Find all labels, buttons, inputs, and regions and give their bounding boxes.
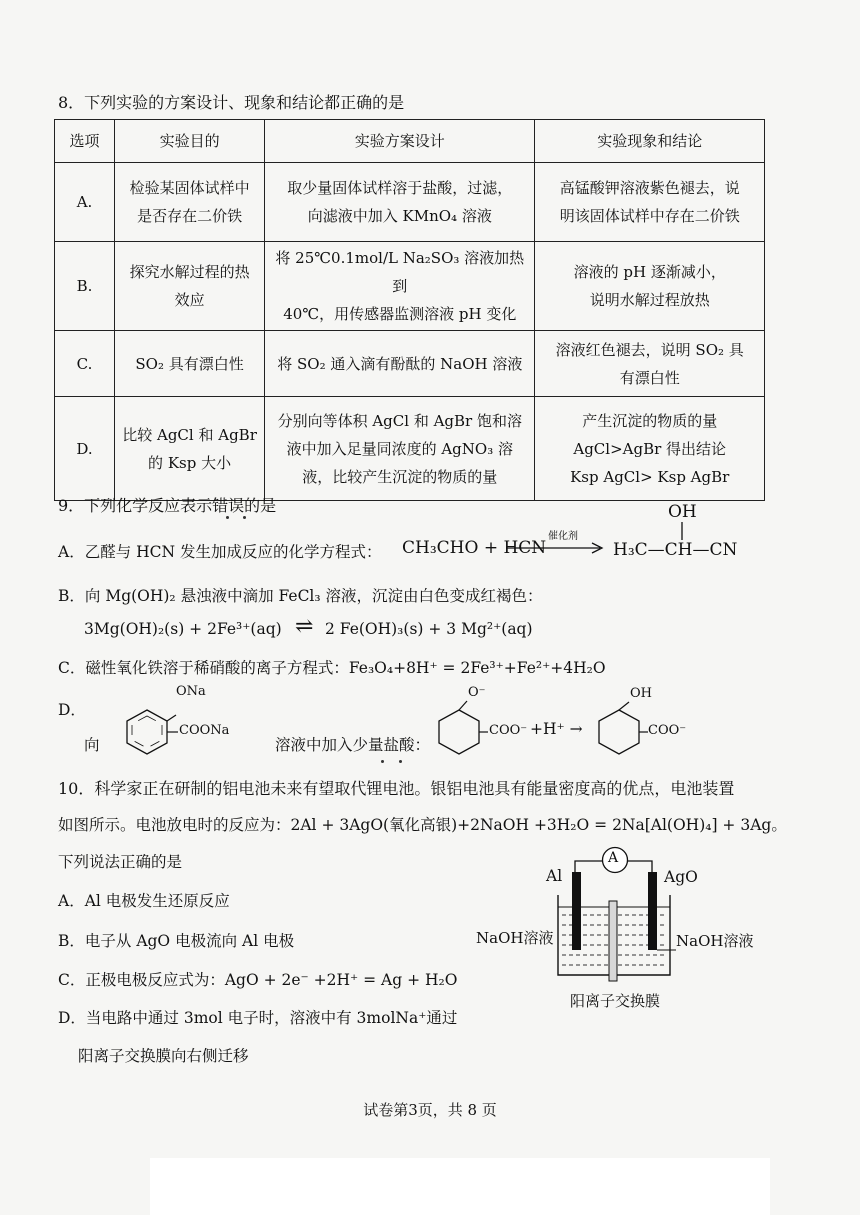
- row-design: [265, 331, 535, 397]
- cell-line: 说明水解过程放热: [589, 291, 710, 309]
- q8-table: [54, 119, 765, 501]
- row-option: D.: [55, 397, 115, 501]
- cell-line: 溶液的 pH 逐渐减小，: [573, 263, 726, 281]
- equilibrium-arrow-icon: ⇌: [295, 614, 314, 639]
- row-result: [535, 331, 765, 397]
- cell-line: 向滤液中加入 KMnO₄ 溶液: [307, 207, 492, 225]
- benzene-ring-icon: [432, 700, 492, 764]
- cell-line: 取少量固体试样溶于盐酸，过滤，: [287, 179, 513, 197]
- left-solution-label: NaOH溶液: [476, 929, 554, 947]
- cell-line: 检验某固体试样中: [129, 179, 250, 197]
- row-result: [535, 242, 765, 331]
- right-electrode-label: AgO: [664, 868, 698, 886]
- row-result: [535, 397, 765, 501]
- q10-option-c: C．正极电极反应式为：AgO + 2e⁻ +2H⁺ = Ag + H₂O: [58, 971, 458, 989]
- cell-line: SO₂ 具有漂白性: [135, 354, 244, 373]
- q9-option-d-label: D．: [58, 701, 86, 719]
- emphasis-dot: [243, 516, 246, 519]
- row-result: [535, 163, 765, 242]
- cell-line: 是否存在二价铁: [137, 207, 243, 225]
- cell-line: AgCl>AgBr 得出结论: [573, 439, 727, 458]
- q9-option-a-text: A．乙醛与 HCN 发生加成反应的化学方程式：: [58, 543, 382, 561]
- membrane-label: 阳离子交换膜: [570, 992, 661, 1010]
- q9-option-d-middle: 溶液中加入少量盐酸：: [275, 736, 431, 754]
- row-purpose: [115, 242, 265, 331]
- al-electrode: [572, 872, 582, 956]
- cell-line: 分别向等体积 AgCl 和 AgBr 饱和溶: [277, 411, 522, 430]
- scan-blank-strip: [150, 1158, 770, 1215]
- header-design: 实验方案设计: [265, 120, 535, 163]
- cell-line: 探究水解过程的热: [129, 263, 250, 281]
- q9-product: H₃C—CH—CN: [613, 540, 738, 560]
- cell-line: 产生沉淀的物质的量: [582, 411, 718, 430]
- cell-line: 高锰酸钾溶液紫色褪去，说: [559, 179, 740, 197]
- substituent-label: COO⁻: [648, 723, 687, 738]
- row-purpose: [115, 163, 265, 242]
- table-row: [55, 163, 765, 242]
- row-design: [265, 242, 535, 331]
- cell-line: 溶液红色褪去，说明 SO₂ 具: [555, 340, 744, 359]
- label-pointer-icon: [657, 938, 677, 957]
- q10-option-a: A．Al 电极发生还原反应: [58, 892, 230, 910]
- q9-option-a-reactants: CH₃CHO + HCN: [402, 538, 547, 558]
- q8-title: 8．下列实验的方案设计、现象和结论都正确的是: [58, 93, 405, 112]
- substituent-label: OH: [630, 686, 652, 701]
- cell-line: 将 SO₂ 通入滴有酚酞的 NaOH 溶液: [277, 354, 523, 373]
- q9-option-d-plus: +H⁺ →: [530, 720, 583, 738]
- page-footer: 试卷第3页，共 8 页: [363, 1101, 497, 1119]
- reaction-arrow-icon: [506, 540, 606, 560]
- q9-title: 9．下列化学反应表示错误的是: [58, 496, 277, 515]
- cell-line: 液，比较产生沉淀的物质的量: [302, 467, 498, 486]
- q9-option-b-text: B．向 Mg(OH)₂ 悬浊液中滴加 FeCl₃ 溶液，沉淀由白色变成红褐色：: [58, 587, 543, 605]
- cell-line: Ksp AgCl> Ksp AgBr: [570, 467, 730, 486]
- row-purpose: [115, 397, 265, 501]
- cell-line: 40℃，用传感器监测溶液 pH 变化: [283, 305, 517, 323]
- q9-option-d-prefix: 向: [84, 736, 100, 754]
- cell-line: 比较 AgCl 和 AgBr: [122, 425, 257, 444]
- q10-option-d-line2: 阳离子交换膜向右侧迁移: [78, 1047, 249, 1065]
- q9-product-oh: OH: [668, 502, 697, 522]
- cell-line: 液中加入足量同浓度的 AgNO₃ 溶: [286, 439, 513, 458]
- right-solution-label: NaOH溶液: [676, 932, 754, 950]
- row-purpose: [115, 331, 265, 397]
- row-design: [265, 397, 535, 501]
- emphasis-dot: [399, 760, 402, 763]
- emphasis-dot: [226, 516, 229, 519]
- q9-option-c-text: C．磁性氧化铁溶于稀硝酸的离子方程式：Fe₃O₄+8H⁺ = 2Fe³⁺+Fe²⁺+4H₂O: [58, 659, 606, 677]
- header-result: 实验现象和结论: [535, 120, 765, 163]
- row-option: B.: [55, 242, 115, 331]
- q10-line1: 10．科学家正在研制的铝电池未来有望取代锂电池。银铝电池具有能量密度高的优点，电池装置: [58, 779, 735, 798]
- q10-line2: 如图所示。电池放电时的反应为：2Al + 3AgO(氧化高银)+2NaOH +3H₂O = 2Na[Al(OH)₄] + 3Ag。: [58, 816, 787, 834]
- cell-line: 将 25℃0.1mol/L Na₂SO₃ 溶液加热到: [275, 249, 525, 295]
- left-electrode-label: Al: [546, 867, 563, 885]
- emphasis-dot: [381, 760, 384, 763]
- row-option: C.: [55, 331, 115, 397]
- row-option: A.: [55, 163, 115, 242]
- cell-line: 明该固体试样中存在二价铁: [559, 207, 740, 225]
- substituent-label: COO⁻: [489, 723, 528, 738]
- table-row: [55, 242, 765, 331]
- ammeter-label: A: [608, 850, 619, 866]
- q9-option-b-right: 2 Fe(OH)₃(s) + 3 Mg²⁺(aq): [325, 620, 533, 638]
- q10-option-b: B．电子从 AgO 电极流向 Al 电极: [58, 932, 295, 950]
- header-purpose: 实验目的: [115, 120, 265, 163]
- q9-catalyst-label: 催化剂: [548, 531, 578, 542]
- table-row: [55, 331, 765, 397]
- row-design: [265, 163, 535, 242]
- cell-line: 效应: [174, 291, 205, 309]
- q10-line3: 下列说法正确的是: [58, 853, 183, 871]
- benzene-ring-icon: [592, 700, 652, 764]
- substituent-label: ONa: [176, 684, 206, 699]
- table-row: [55, 397, 765, 501]
- substituent-label: O⁻: [468, 685, 486, 700]
- q9-option-b-left: 3Mg(OH)₂(s) + 2Fe³⁺(aq): [84, 620, 282, 638]
- substituent-label: COONa: [179, 723, 230, 738]
- cell-line: 的 Ksp 大小: [148, 453, 232, 472]
- header-option: 选项: [55, 120, 115, 163]
- table-header-row: [55, 120, 765, 163]
- cell-line: 有漂白性: [619, 368, 680, 387]
- benzene-ring-icon: [120, 700, 180, 764]
- q10-option-d-line1: D．当电路中通过 3mol 电子时，溶液中有 3molNa⁺通过: [58, 1009, 458, 1027]
